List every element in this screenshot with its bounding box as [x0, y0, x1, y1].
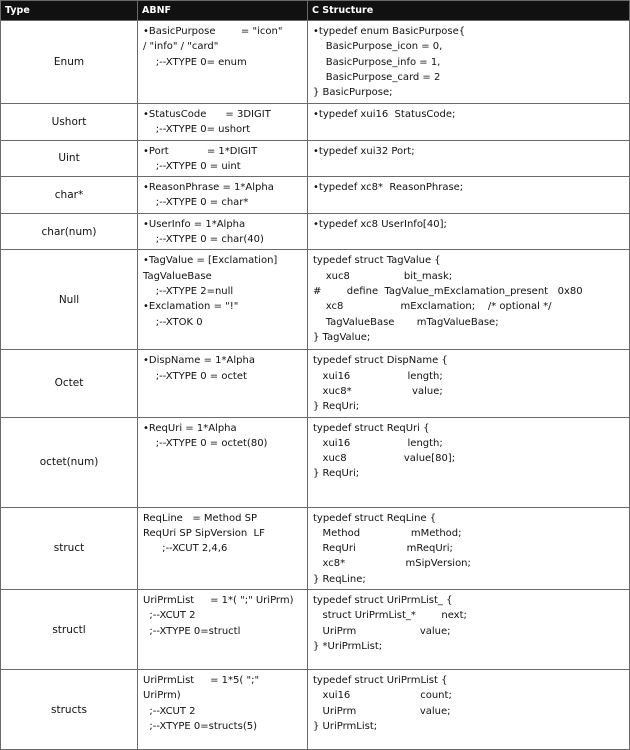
type-cell: Uint — [1, 140, 138, 177]
abnf-line: ;--XTYPE 2=null — [143, 285, 234, 297]
c-structure-line: struct UriPrmList_* next; — [313, 610, 467, 622]
abnf-line: •Port = 1*DIGIT — [143, 145, 258, 157]
abnf-cell — [138, 590, 308, 670]
table-header — [1, 1, 630, 21]
c-structure-line: typedef struct UriPrmList_ { — [313, 595, 453, 607]
c-structure-line: Method mMethod; — [313, 527, 462, 539]
c-structure-line: •typedef xui32 Port; — [313, 145, 415, 157]
abnf-cell — [138, 104, 308, 141]
c-structure-line: •typedef xui16 StatusCode; — [313, 109, 456, 120]
c-structure-cell — [308, 590, 630, 670]
type-cell: octet(num) — [1, 417, 138, 507]
c-structure-line: xuc8 bit_mask; — [313, 270, 453, 282]
type-cell: Ushort — [1, 104, 138, 141]
table-row — [1, 590, 630, 670]
type-cell: char* — [1, 177, 138, 214]
c-structure-line: •typedef xc8* ReasonPhrase; — [313, 182, 464, 194]
abnf-cell — [138, 21, 308, 104]
abnf-cell — [138, 507, 308, 589]
c-structure-cell — [308, 350, 630, 417]
c-structure-line: } UriPrmList; — [313, 720, 378, 732]
abnf-cell — [138, 213, 308, 250]
table-row — [1, 104, 630, 141]
type-cell: Null — [1, 250, 138, 350]
abnf-line: •BasicPurpose = "icon" — [143, 26, 283, 37]
abnf-line: ;--XTYPE 0 = octet(80) — [143, 437, 268, 449]
table-row — [1, 417, 630, 507]
table-row — [1, 350, 630, 417]
abnf-line: •UserInfo = 1*Alpha — [143, 218, 246, 230]
table-body — [1, 21, 630, 750]
c-structure-line: •typedef enum BasicPurpose{ — [313, 26, 466, 37]
abnf-line: ;--XTYPE 0= enum — [143, 56, 247, 68]
c-structure-line: xc8 mExclamation; /* optional */ — [313, 301, 552, 313]
table-row — [1, 250, 630, 350]
c-structure-line: xc8* mSipVersion; — [313, 558, 471, 570]
abnf-line: ;--XTYPE 0= ushort — [143, 124, 251, 136]
c-structure-line: } BasicPurpose; — [313, 87, 393, 99]
c-structure-cell — [308, 140, 630, 177]
c-structure-cell — [308, 507, 630, 589]
abnf-line: •Exclamation = "!" — [143, 301, 239, 313]
c-structure-line: typedef struct ReqUri { — [313, 422, 430, 434]
c-structure-line: UriPrm value; — [313, 625, 451, 637]
type-cell: Octet — [1, 350, 138, 417]
abnf-line: UriPrmList = 1*( ";" UriPrm) — [143, 595, 294, 607]
abnf-line: •StatusCode = 3DIGIT — [143, 109, 271, 120]
abnf-line: ReqLine = Method SP — [143, 512, 257, 524]
c-structure-line: BasicPurpose_icon = 0, — [313, 41, 443, 53]
table-row — [1, 507, 630, 589]
c-structure-line: } *UriPrmList; — [313, 640, 383, 652]
c-structure-line: TagValueBase mTagValueBase; — [313, 316, 499, 328]
abnf-line: ;--XCUT 2 — [143, 610, 196, 622]
c-structure-line: # define TagValue_mExclamation_present 0x80 — [313, 285, 583, 297]
abnf-line: ;--XTYPE 0 = uint — [143, 160, 241, 172]
abnf-cell — [138, 250, 308, 350]
c-structure-line: xuc8 value[80]; — [313, 453, 456, 465]
abnf-line: •TagValue = [Exclamation] — [143, 255, 278, 267]
abnf-cell — [138, 417, 308, 507]
abnf-line: ReqUri SP SipVersion LF — [143, 527, 265, 539]
c-structure-line: ReqUri mReqUri; — [313, 543, 453, 555]
table-row — [1, 213, 630, 250]
abnf-cell — [138, 350, 308, 417]
c-structure-line: xui16 length; — [313, 370, 443, 382]
type-cell: structs — [1, 670, 138, 750]
c-structure-line: typedef struct DispName { — [313, 355, 448, 367]
type-cell: structl — [1, 590, 138, 670]
c-structure-line: } TagValue; — [313, 331, 371, 343]
abnf-line: / "info" / "card" — [143, 41, 219, 53]
c-structure-line: xui16 count; — [313, 690, 452, 702]
table-row — [1, 21, 630, 104]
table-row — [1, 177, 630, 214]
c-structure-line: } ReqLine; — [313, 573, 366, 585]
abnf-line: ;--XTYPE 0=structl — [143, 625, 241, 637]
abnf-line: •ReasonPhrase = 1*Alpha — [143, 182, 274, 194]
abnf-line: UriPrm) — [143, 690, 181, 702]
c-structure-line: } ReqUri; — [313, 401, 360, 413]
type-cell: char(num) — [1, 213, 138, 250]
c-structure-line: xuc8* value; — [313, 385, 443, 397]
abnf-line: ;--XTOK 0 — [143, 316, 203, 328]
abnf-line: •DispName = 1*Alpha — [143, 355, 255, 367]
abnf-cell — [138, 140, 308, 177]
c-structure-cell — [308, 104, 630, 141]
c-structure-line: BasicPurpose_card = 2 — [313, 71, 441, 83]
abnf-cell — [138, 177, 308, 214]
abnf-line: ;--XCUT 2 — [143, 705, 196, 717]
c-structure-cell — [308, 250, 630, 350]
header-row — [1, 1, 630, 21]
abnf-line: TagValueBase — [143, 270, 212, 282]
c-structure-line: •typedef xc8 UserInfo[40]; — [313, 218, 447, 230]
type-cell: Enum — [1, 21, 138, 104]
type-cell: struct — [1, 507, 138, 589]
header-c-structure: C Structure — [308, 1, 630, 21]
c-structure-line: BasicPurpose_info = 1, — [313, 56, 441, 68]
abnf-line: •ReqUri = 1*Alpha — [143, 422, 237, 434]
c-structure-line: typedef struct TagValue { — [313, 255, 441, 267]
table-row — [1, 140, 630, 177]
header-type: Type — [1, 1, 138, 21]
c-structure-line: typedef struct ReqLine { — [313, 512, 437, 524]
c-structure-line: typedef struct UriPrmList { — [313, 675, 448, 687]
abnf-line: ;--XCUT 2,4,6 — [143, 543, 228, 555]
c-structure-cell — [308, 21, 630, 104]
c-structure-cell — [308, 213, 630, 250]
c-structure-line: xui16 length; — [313, 437, 443, 449]
abnf-line: ;--XTYPE 0=structs(5) — [143, 720, 257, 732]
abnf-line: ;--XTYPE 0 = char* — [143, 197, 249, 209]
abnf-line: ;--XTYPE 0 = char(40) — [143, 234, 264, 246]
c-structure-cell — [308, 177, 630, 214]
c-structure-cell — [308, 417, 630, 507]
c-structure-line: } ReqUri; — [313, 468, 360, 480]
c-structure-line: UriPrm value; — [313, 705, 451, 717]
header-abnf: ABNF — [138, 1, 308, 21]
abnf-line: UriPrmList = 1*5( ";" — [143, 675, 260, 687]
abnf-line: ;--XTYPE 0 = octet — [143, 370, 247, 382]
